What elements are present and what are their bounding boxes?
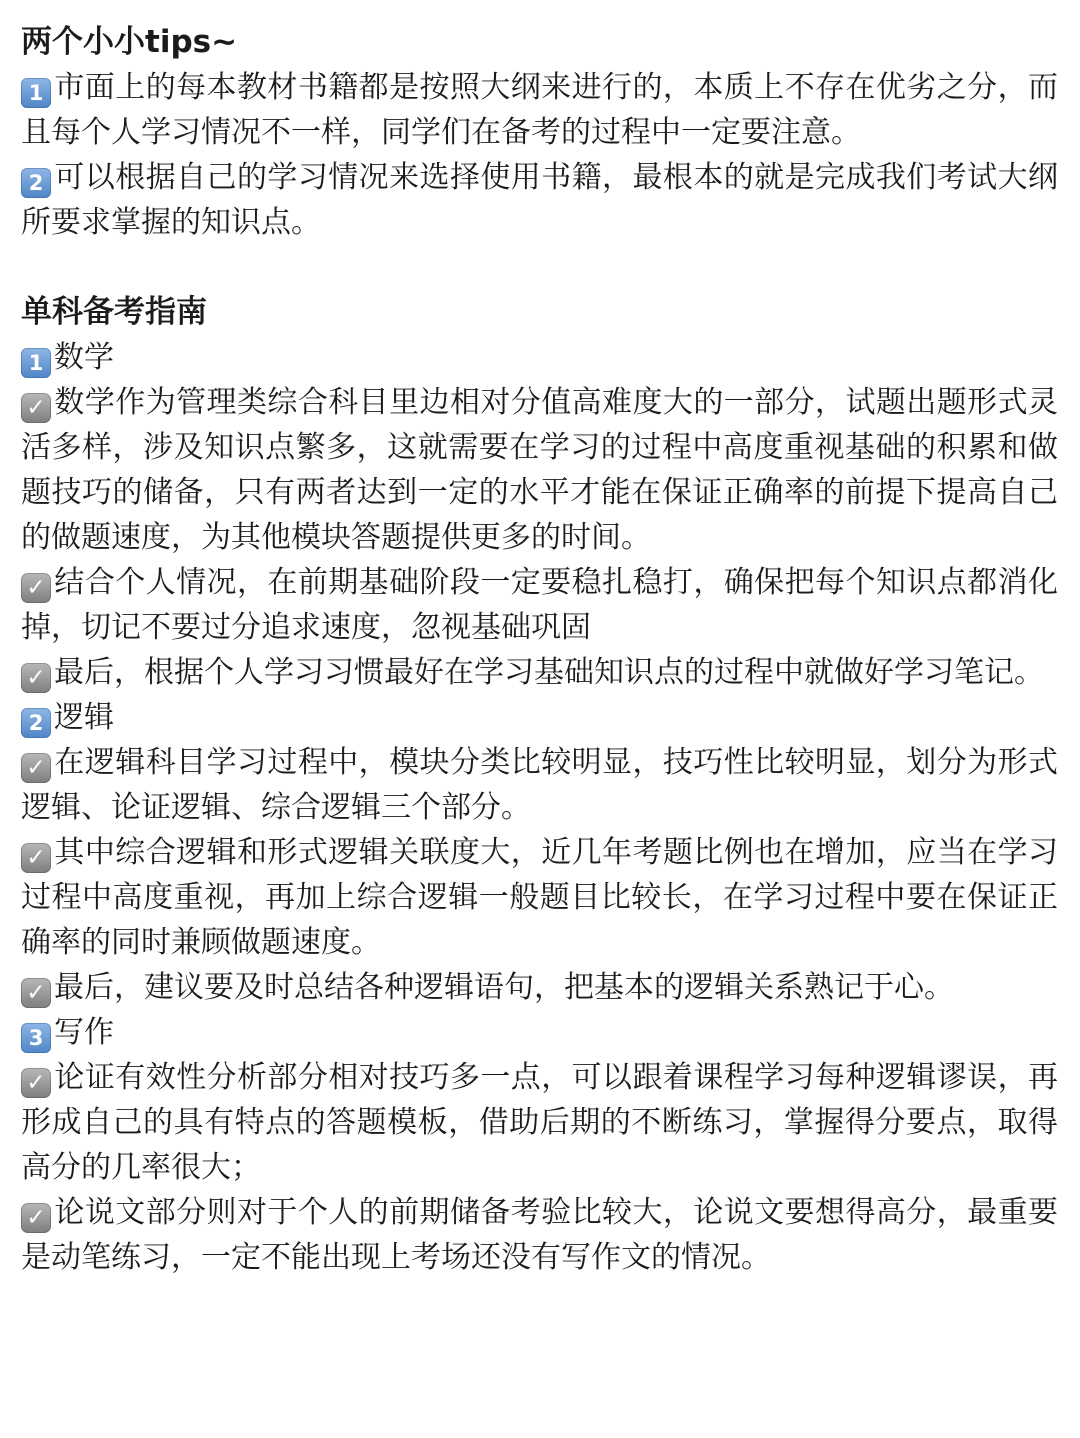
tips-heading: 两个小小tips~ <box>21 24 238 60</box>
checkbox-icon: ✓ <box>21 663 51 693</box>
section-heading-math <box>21 335 1058 380</box>
point-text: 最后，建议要及时总结各种逻辑语句，把基本的逻辑关系熟记于心。 <box>54 970 954 1005</box>
checkbox-icon: ✓ <box>21 753 51 783</box>
point-text: 其中综合逻辑和形式逻辑关联度大，近几年考题比例也在增加，应当在学习过程中高度重视，再加上综合逻辑一般题目比较长，在学习过程中要在保证正确率的同时兼顾做题速度。 <box>21 835 1058 960</box>
section-heading-writing <box>21 1010 1058 1055</box>
point-text: 论证有效性分析部分相对技巧多一点，可以跟着课程学习每种逻辑谬误，再形成自己的具有特点的答题模板，借助后期的不断练习，掌握得分要点，取得高分的几率很大； <box>21 1060 1058 1185</box>
section-title: 逻辑 <box>54 700 114 735</box>
number-2-icon: 2 <box>21 168 51 198</box>
point-text: 数学作为管理类综合科目里边相对分值高难度大的一部分，试题出题形式灵活多样，涉及知识点繁多，这就需要在学习的过程中高度重视基础的积累和做题技巧的储备，只有两者达到一定的水平才能在保证正确率的前提下提高自己的做题速度，为其他模块答题提供更多的时间。 <box>21 385 1058 555</box>
section-heading-logic <box>21 695 1058 740</box>
tip-item <box>21 65 1058 155</box>
point-text: 结合个人情况，在前期基础阶段一定要稳扎稳打，确保把每个知识点都消化掉，切记不要过分追求速度，忽视基础巩固 <box>21 565 1058 645</box>
point-text: 论说文部分则对于个人的前期储备考验比较大，论说文要想得高分，最重要是动笔练习，一定不能出现上考场还没有写作文的情况。 <box>21 1195 1058 1275</box>
list-item <box>21 650 1058 695</box>
list-item <box>21 965 1058 1010</box>
section-title: 数学 <box>54 340 114 375</box>
checkbox-icon: ✓ <box>21 393 51 423</box>
checkbox-icon: ✓ <box>21 573 51 603</box>
checkbox-icon: ✓ <box>21 1203 51 1233</box>
tip-text: 市面上的每本教材书籍都是按照大纲来进行的，本质上不存在优劣之分，而且每个人学习情况不一样，同学们在备考的过程中一定要注意。 <box>21 70 1058 150</box>
list-item <box>21 1055 1058 1190</box>
point-text: 在逻辑科目学习过程中，模块分类比较明显，技巧性比较明显，划分为形式逻辑、论证逻辑、综合逻辑三个部分。 <box>21 745 1058 825</box>
checkbox-icon: ✓ <box>21 1068 51 1098</box>
checkbox-icon: ✓ <box>21 843 51 873</box>
list-item <box>21 740 1058 830</box>
tip-text: 可以根据自己的学习情况来选择使用书籍，最根本的就是完成我们考试大纲所要求掌握的知识点。 <box>21 160 1058 240</box>
spacer <box>21 245 1058 290</box>
section-title: 写作 <box>54 1015 114 1050</box>
list-item <box>21 380 1058 560</box>
list-item <box>21 830 1058 965</box>
number-3-icon: 3 <box>21 1023 51 1053</box>
checkbox-icon: ✓ <box>21 978 51 1008</box>
guide-heading: 单科备考指南 <box>21 294 207 330</box>
number-1-icon: 1 <box>21 348 51 378</box>
tip-item <box>21 155 1058 245</box>
list-item <box>21 560 1058 650</box>
number-1-icon: 1 <box>21 78 51 108</box>
list-item <box>21 1190 1058 1280</box>
number-2-icon: 2 <box>21 708 51 738</box>
point-text: 最后，根据个人学习习惯最好在学习基础知识点的过程中就做好学习笔记。 <box>54 655 1044 690</box>
